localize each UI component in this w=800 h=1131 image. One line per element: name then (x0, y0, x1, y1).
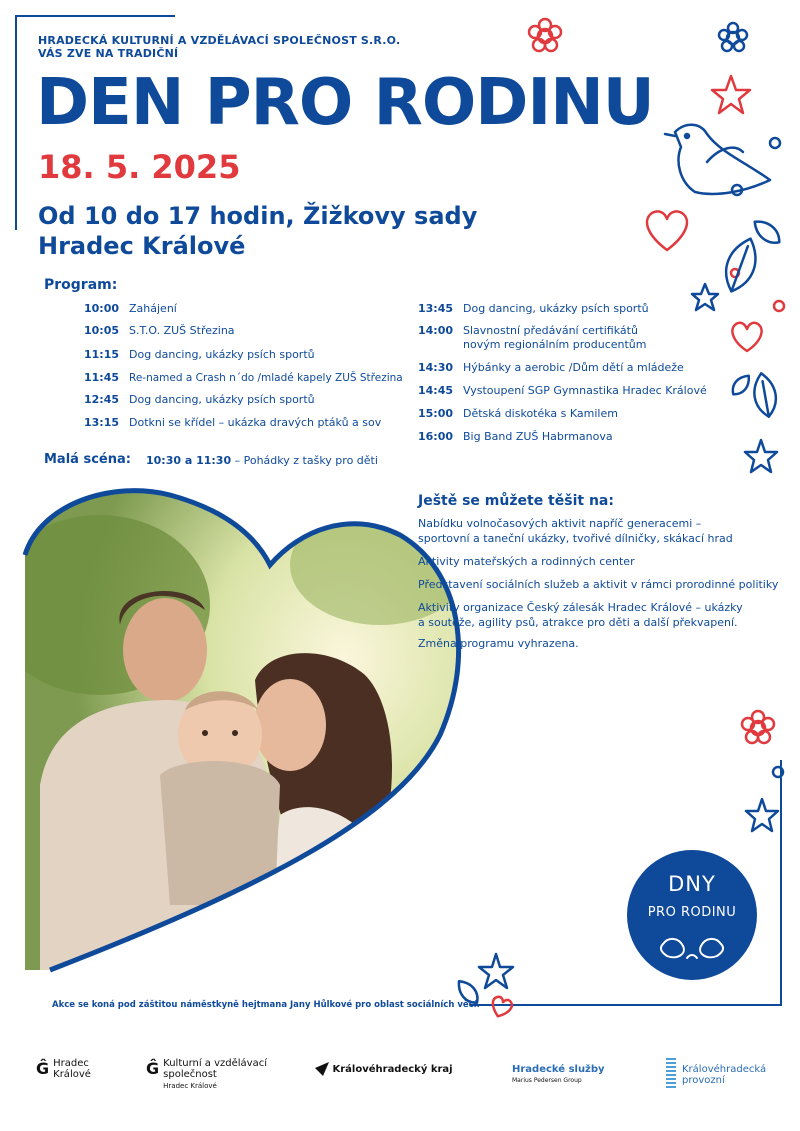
small-stage-event (146, 454, 378, 467)
organizer-line-2: VÁS ZVE NA TRADIČNÍ (38, 47, 179, 60)
program-time: 15:00 (418, 407, 454, 420)
program-event: Hýbánky a aerobic /Dům dětí a mládeže (463, 361, 684, 374)
program-time: 16:00 (418, 430, 454, 443)
event-time-line: Od 10 do 17 hodin, Žižkovy sady (38, 202, 478, 230)
program-event: Dog dancing, ukázky psích sportů (129, 348, 315, 361)
heart-icon (489, 995, 514, 1019)
program-event: Dětská diskotéka s Kamilem (463, 407, 618, 420)
program-time: 10:05 (84, 324, 120, 337)
flower-outline-icon (742, 711, 774, 743)
leaf-icon (729, 372, 754, 398)
small-stage-description: – Pohádky z tašky pro děti (231, 454, 378, 467)
logo-text: Marius Pedersen Group (512, 1077, 582, 1084)
badge-line-1: DNY (668, 872, 716, 896)
program-event: Zahájení (129, 302, 177, 315)
star-flower-icon (479, 954, 513, 988)
leaf-icon (750, 216, 784, 248)
organizer-text (38, 34, 400, 60)
leaf-icon (719, 234, 764, 296)
program-event: Big Band ZUŠ Habrmanova (463, 430, 613, 443)
logo-text: Hradec (53, 1058, 89, 1069)
extra-item: Představení sociálních služeb a aktivit v rámci prorodinné politiky (418, 578, 779, 591)
decorative-illustrations (505, 10, 795, 500)
program-event: Dog dancing, ukázky psích sportů (463, 302, 649, 315)
program-event: Dog dancing, ukázky psích sportů (129, 393, 315, 406)
logo-text: společnost (163, 1069, 217, 1080)
patronage-note: Akce se koná pod záštitou náměstkyně hejtmana Jany Hůlkové pro oblast sociálních věcí. (52, 1000, 480, 1010)
logo-provozni (666, 1058, 766, 1090)
program-label: Program: (44, 277, 118, 293)
program-time: 13:15 (84, 416, 120, 429)
program-time: 13:45 (418, 302, 454, 315)
badge-line-2: PRO RODINU (647, 905, 737, 920)
heart-icon (647, 211, 687, 250)
heart-icon (732, 323, 761, 351)
star-flower-icon (745, 440, 777, 472)
logo-text: Hradecké služby (512, 1064, 605, 1075)
frame-line-top (15, 15, 175, 17)
city-logo-icon: Ĝ (36, 1059, 50, 1078)
days-for-family-badge (627, 850, 757, 980)
star-flower-icon (712, 76, 750, 113)
event-title: DEN PRO RODINU (36, 66, 654, 140)
program-time: 14:45 (418, 384, 454, 397)
family-photo (20, 485, 470, 980)
program-event-continued: novým regionálním producentům (463, 338, 647, 351)
region-logo-icon (315, 1062, 329, 1076)
small-stage-time: 10:30 a 11:30 (146, 454, 232, 467)
frame-line-left (15, 15, 17, 230)
event-date: 18. 5. 2025 (38, 148, 241, 186)
flower-outline-icon (529, 19, 561, 51)
program-event: Re-named a Crash n´do /mladé kapely ZUŠ Střezina (129, 372, 403, 384)
program-time: 11:15 (84, 348, 120, 361)
program-time: 12:45 (84, 393, 120, 406)
program-time: 14:30 (418, 361, 454, 374)
program-time: 11:45 (84, 371, 120, 384)
logo-text: Královéhradecký kraj (332, 1064, 453, 1075)
organizer-line-1: HRADECKÁ KULTURNÍ A VZDĚLÁVACÍ SPOLEČNOST S.R.O. (38, 34, 401, 47)
birds-icon (657, 930, 727, 966)
decorative-illustrations-lower (440, 700, 790, 1020)
star-flower-icon (746, 799, 778, 831)
logo-khvs (146, 1058, 267, 1092)
extra-item: Aktivity mateřských a rodinných center (418, 555, 635, 568)
logo-text: Kulturní a vzdělávací (163, 1058, 268, 1069)
company-logo-icon: Ĝ (146, 1059, 160, 1078)
extra-activities-title: Ještě se můžete těšit na: (418, 493, 614, 509)
small-stage-label: Malá scéna: (44, 452, 131, 467)
program-event: Slavnostní předávání certifikátů (463, 324, 638, 337)
logo-hradec-kralove (36, 1058, 91, 1080)
program-time: 14:00 (418, 324, 454, 337)
program-event: Dotkni se křídel – ukázka dravých ptáků a sov (129, 416, 382, 429)
logo-kraj (315, 1062, 453, 1076)
logo-hradecke-sluzby (512, 1064, 605, 1086)
logo-text: provozní (682, 1075, 725, 1086)
program-event: S.T.O. ZUŠ Střezina (129, 324, 235, 337)
provozni-logo-icon (666, 1058, 676, 1090)
logo-text: Králové (53, 1069, 91, 1080)
event-time-place (38, 201, 477, 261)
program-row (418, 324, 718, 352)
event-place-line: Hradec Králové (38, 232, 246, 260)
logo-text: Královéhradecká (682, 1064, 767, 1075)
extra-item: Nabídku volnočasových aktivit napříč generacemi – sportovní a taneční ukázky, tvořivé dílničky, skákací hrad (418, 517, 733, 545)
logo-text: Hradec Králové (163, 1082, 217, 1090)
program-time: 10:00 (84, 302, 120, 315)
extra-item: Aktivity organizace Český zálesák Hradec Králové – ukázky a soutěže, agility psů, atrakce pro děti a další překvapení. (418, 601, 743, 629)
bird-icon (665, 125, 770, 194)
extra-item: Změna programu vyhrazena. (418, 637, 579, 650)
star-flower-icon (692, 284, 718, 310)
leaf-icon (751, 372, 779, 419)
flower-outline-icon (719, 23, 747, 51)
program-event: Vystoupení SGP Gymnastika Hradec Králové (463, 384, 707, 397)
